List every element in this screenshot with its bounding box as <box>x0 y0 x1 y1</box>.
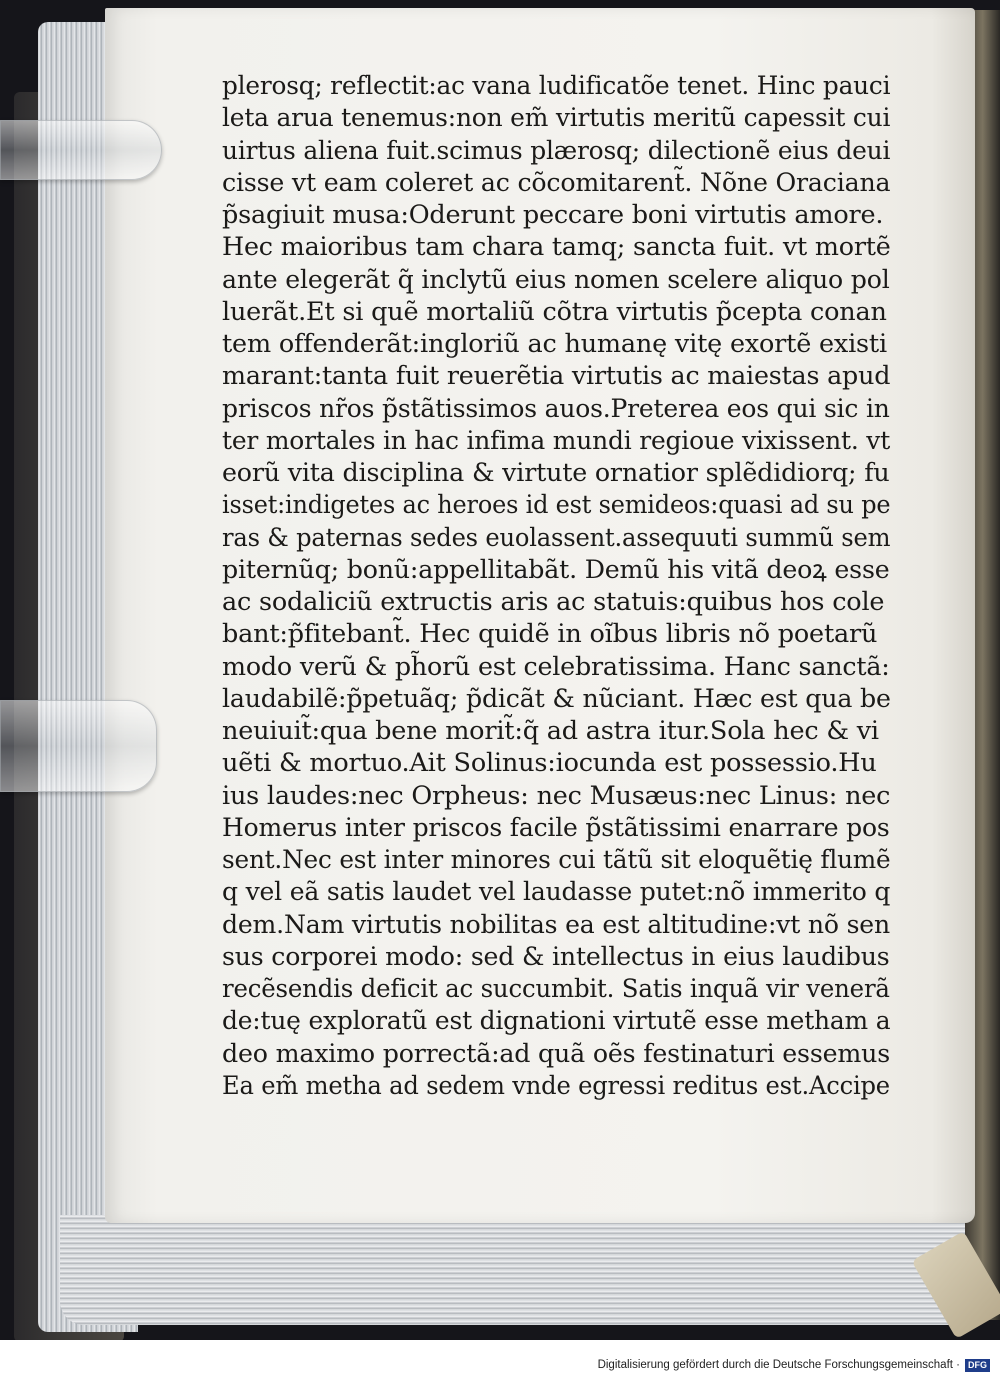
text-line: Hec maioribus tam chara tamq; sancta fuit. vt mortẽ <box>222 232 891 263</box>
page-edges-bottom <box>60 1215 985 1325</box>
text-line: recẽsendis deficit ac succumbit. Satis inquã vir venerã <box>222 974 890 1004</box>
text-line: priscos nr̃os p̃stãtissimos auos.Preterea eos qui sic in <box>222 393 890 424</box>
text-line: de:tuę exploratũ est dignationi virtutẽ esse metham a <box>222 1006 891 1037</box>
text-line: p̃sagiuit musa:Oderunt peccare boni virtutis amore. <box>222 200 884 230</box>
page-clip-middle <box>0 700 157 792</box>
text-line: leta arua tenemus:non em̃ virtutis meritũ capessit cui <box>222 103 891 134</box>
text-line: isset:indigetes ac heroes id est semideos:quasi ad su pe <box>222 490 891 521</box>
text-line: deo maximo porrectã:ad quã oẽs festinaturi essemus <box>222 1038 890 1069</box>
text-line: cisse vt eam coleret ac cõcomitarent̃. Nõne Oraciana <box>222 167 891 198</box>
text-line: Ea em̃ metha ad sedem vnde egressi reditus est.Accipe <box>222 1070 890 1101</box>
text-line: Homerus inter priscos facile p̃stãtissimi enarrare pos <box>222 812 890 843</box>
page-text-block <box>222 70 892 1102</box>
text-line: ius laudes:nec Orpheus: nec Musæus:nec Linus: nec <box>222 780 891 811</box>
dfg-logo: DFG <box>965 1359 990 1372</box>
page-clip-top <box>0 120 162 180</box>
text-line: sus corporei modo: sed & intellectus in eius laudibus <box>222 941 890 972</box>
text-line: dem.Nam virtutis nobilitas ea est altitudine:vt nõ sen <box>222 909 890 940</box>
text-line: sent.Nec est inter minores cui tãtũ sit eloquẽtię flumẽ <box>222 845 891 875</box>
footer-bar <box>0 1340 1000 1378</box>
text-line: ante elegerãt q̃ inclytũ eius nomen scelere aliquo pol <box>222 264 890 295</box>
text-line: ras & paternas sedes euolassent.assequuti summũ sem <box>222 522 891 553</box>
text-line: ter mortales in hac infima mundi regioue vixissent. vt <box>222 425 891 456</box>
text-line: tem offenderãt:ingloriũ ac humanę vitę exortẽ existi <box>222 329 887 359</box>
text-line: piternũq; bonũ:appellitabãt. Demũ his vitã deoꝝ esse <box>222 554 890 585</box>
text-line: marant:tanta fuit reuerẽtia virtutis ac maiestas apud <box>222 361 891 392</box>
text-line: neuiuit̃:qua bene morit̃:q̃ ad astra itur.Sola hec & vi <box>222 716 879 746</box>
funding-credit: Digitalisierung gefördert durch die Deutsche Forschungsgemeinschaft · <box>597 1359 960 1371</box>
text-line: eorũ vita disciplina & virtute ornatior splẽdidiorq; fu <box>222 458 890 488</box>
text-line: modo verũ & ph̃orũ est celebratissima. Hanc sanctã: <box>222 651 890 682</box>
text-line: uẽti & mortuo.Ait Solinus:iocunda est possessio.Hu <box>222 748 877 779</box>
text-line: plerosq; reflectit:ac vana ludificatõe tenet. Hinc pauci <box>222 71 891 101</box>
text-line: luerãt.Et si quẽ mortaliũ cõtra virtutis p̃cepta conan <box>222 296 887 327</box>
text-line: laudabilẽ:p̃petuãq; p̃dicãt & nũciant. Hæc est qua be <box>222 683 891 714</box>
text-line: ac sodaliciũ extructis aris ac statuis:quibus hos cole <box>222 587 885 617</box>
text-line: bant:p̃fitebant̃. Hec quidẽ in oĩbus libris nõ poetarũ <box>222 619 878 650</box>
text-line: q vel eã satis laudet vel laudasse putet:nõ immerito q <box>222 877 891 908</box>
text-line: uirtus aliena fuit.scimus plærosq; dilectionẽ eius deui <box>222 135 891 166</box>
